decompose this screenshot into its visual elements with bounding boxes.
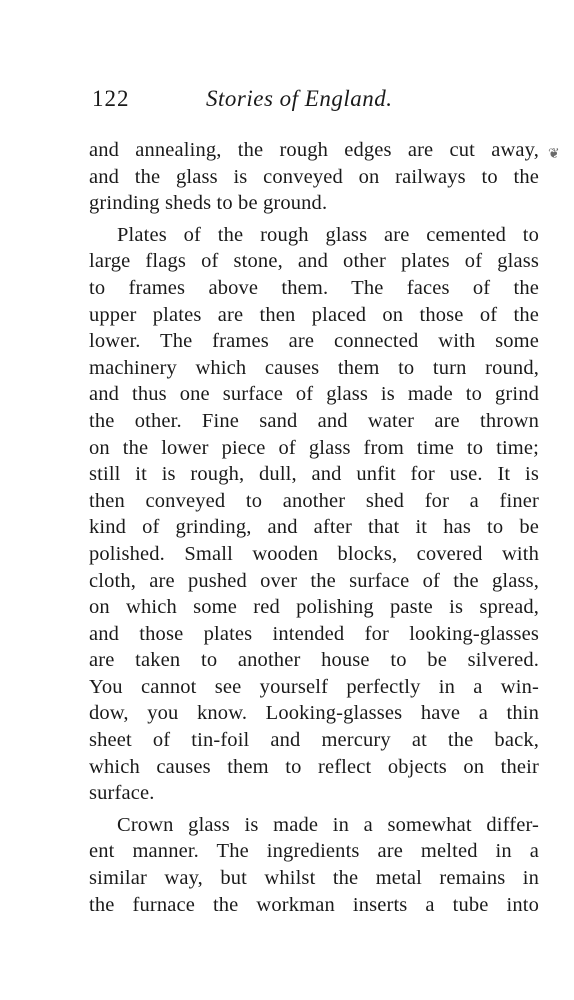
- text-line: kind of grinding, and after that it has to be: [89, 516, 539, 539]
- text-line: still it is rough, dull, and unfit for use. It is: [89, 463, 539, 486]
- margin-ornament-icon: ❦: [548, 147, 560, 162]
- text-line: and thus one surface of glass is made to grind: [89, 383, 539, 406]
- text-line: You cannot see yourself perfectly in a win-: [89, 675, 539, 698]
- text-line: Crown glass is made in a somewhat differ-: [117, 813, 539, 836]
- text-line: and the glass is conveyed on railways to the: [89, 165, 539, 188]
- text-line: machinery which causes them to turn round,: [89, 356, 539, 379]
- text-line: grinding sheds to be ground.: [89, 192, 328, 215]
- text-line: and annealing, the rough edges are cut away,: [89, 139, 539, 161]
- text-line: lower. The frames are connected with some: [89, 330, 539, 353]
- text-line: cloth, are pushed over the surface of the glass,: [89, 569, 539, 592]
- text-line: sheet of tin-foil and mercury at the back,: [89, 729, 539, 752]
- text-line: polished. Small wooden blocks, covered with: [89, 542, 539, 565]
- text-line: large flags of stone, and other plates of glass: [89, 250, 539, 273]
- text-line: the furnace the workman inserts a tube into: [89, 893, 539, 916]
- text-line: dow, you know. Looking-glasses have a thin: [89, 702, 539, 725]
- text-line: the other. Fine sand and water are thrown: [89, 409, 539, 432]
- text-line: are taken to another house to be silvered.: [89, 649, 539, 672]
- text-line: Plates of the rough glass are cemented to: [117, 223, 539, 246]
- page-number: 122: [92, 86, 130, 111]
- text-line: which causes them to reflect objects on their: [89, 755, 539, 778]
- text-line: and those plates intended for looking-glasses: [89, 622, 539, 645]
- paragraph-3: [89, 812, 539, 918]
- paragraph-2: [89, 222, 539, 807]
- text-line: upper plates are then placed on those of the: [89, 303, 539, 326]
- running-head: [92, 82, 412, 116]
- text-line: ent manner. The ingredients are melted in a: [89, 840, 539, 863]
- text-line: then conveyed to another shed for a finer: [89, 489, 539, 512]
- body-text: [89, 137, 539, 918]
- text-line: to frames above them. The faces of the: [89, 276, 539, 299]
- text-line: similar way, but whilst the metal remains in: [89, 867, 539, 890]
- text-line: on the lower piece of glass from time to time;: [89, 436, 539, 459]
- paragraph-1: [89, 137, 539, 217]
- text-line: surface.: [89, 782, 155, 805]
- running-title: Stories of England.: [206, 86, 393, 111]
- text-line: on which some red polishing paste is spread,: [89, 596, 539, 619]
